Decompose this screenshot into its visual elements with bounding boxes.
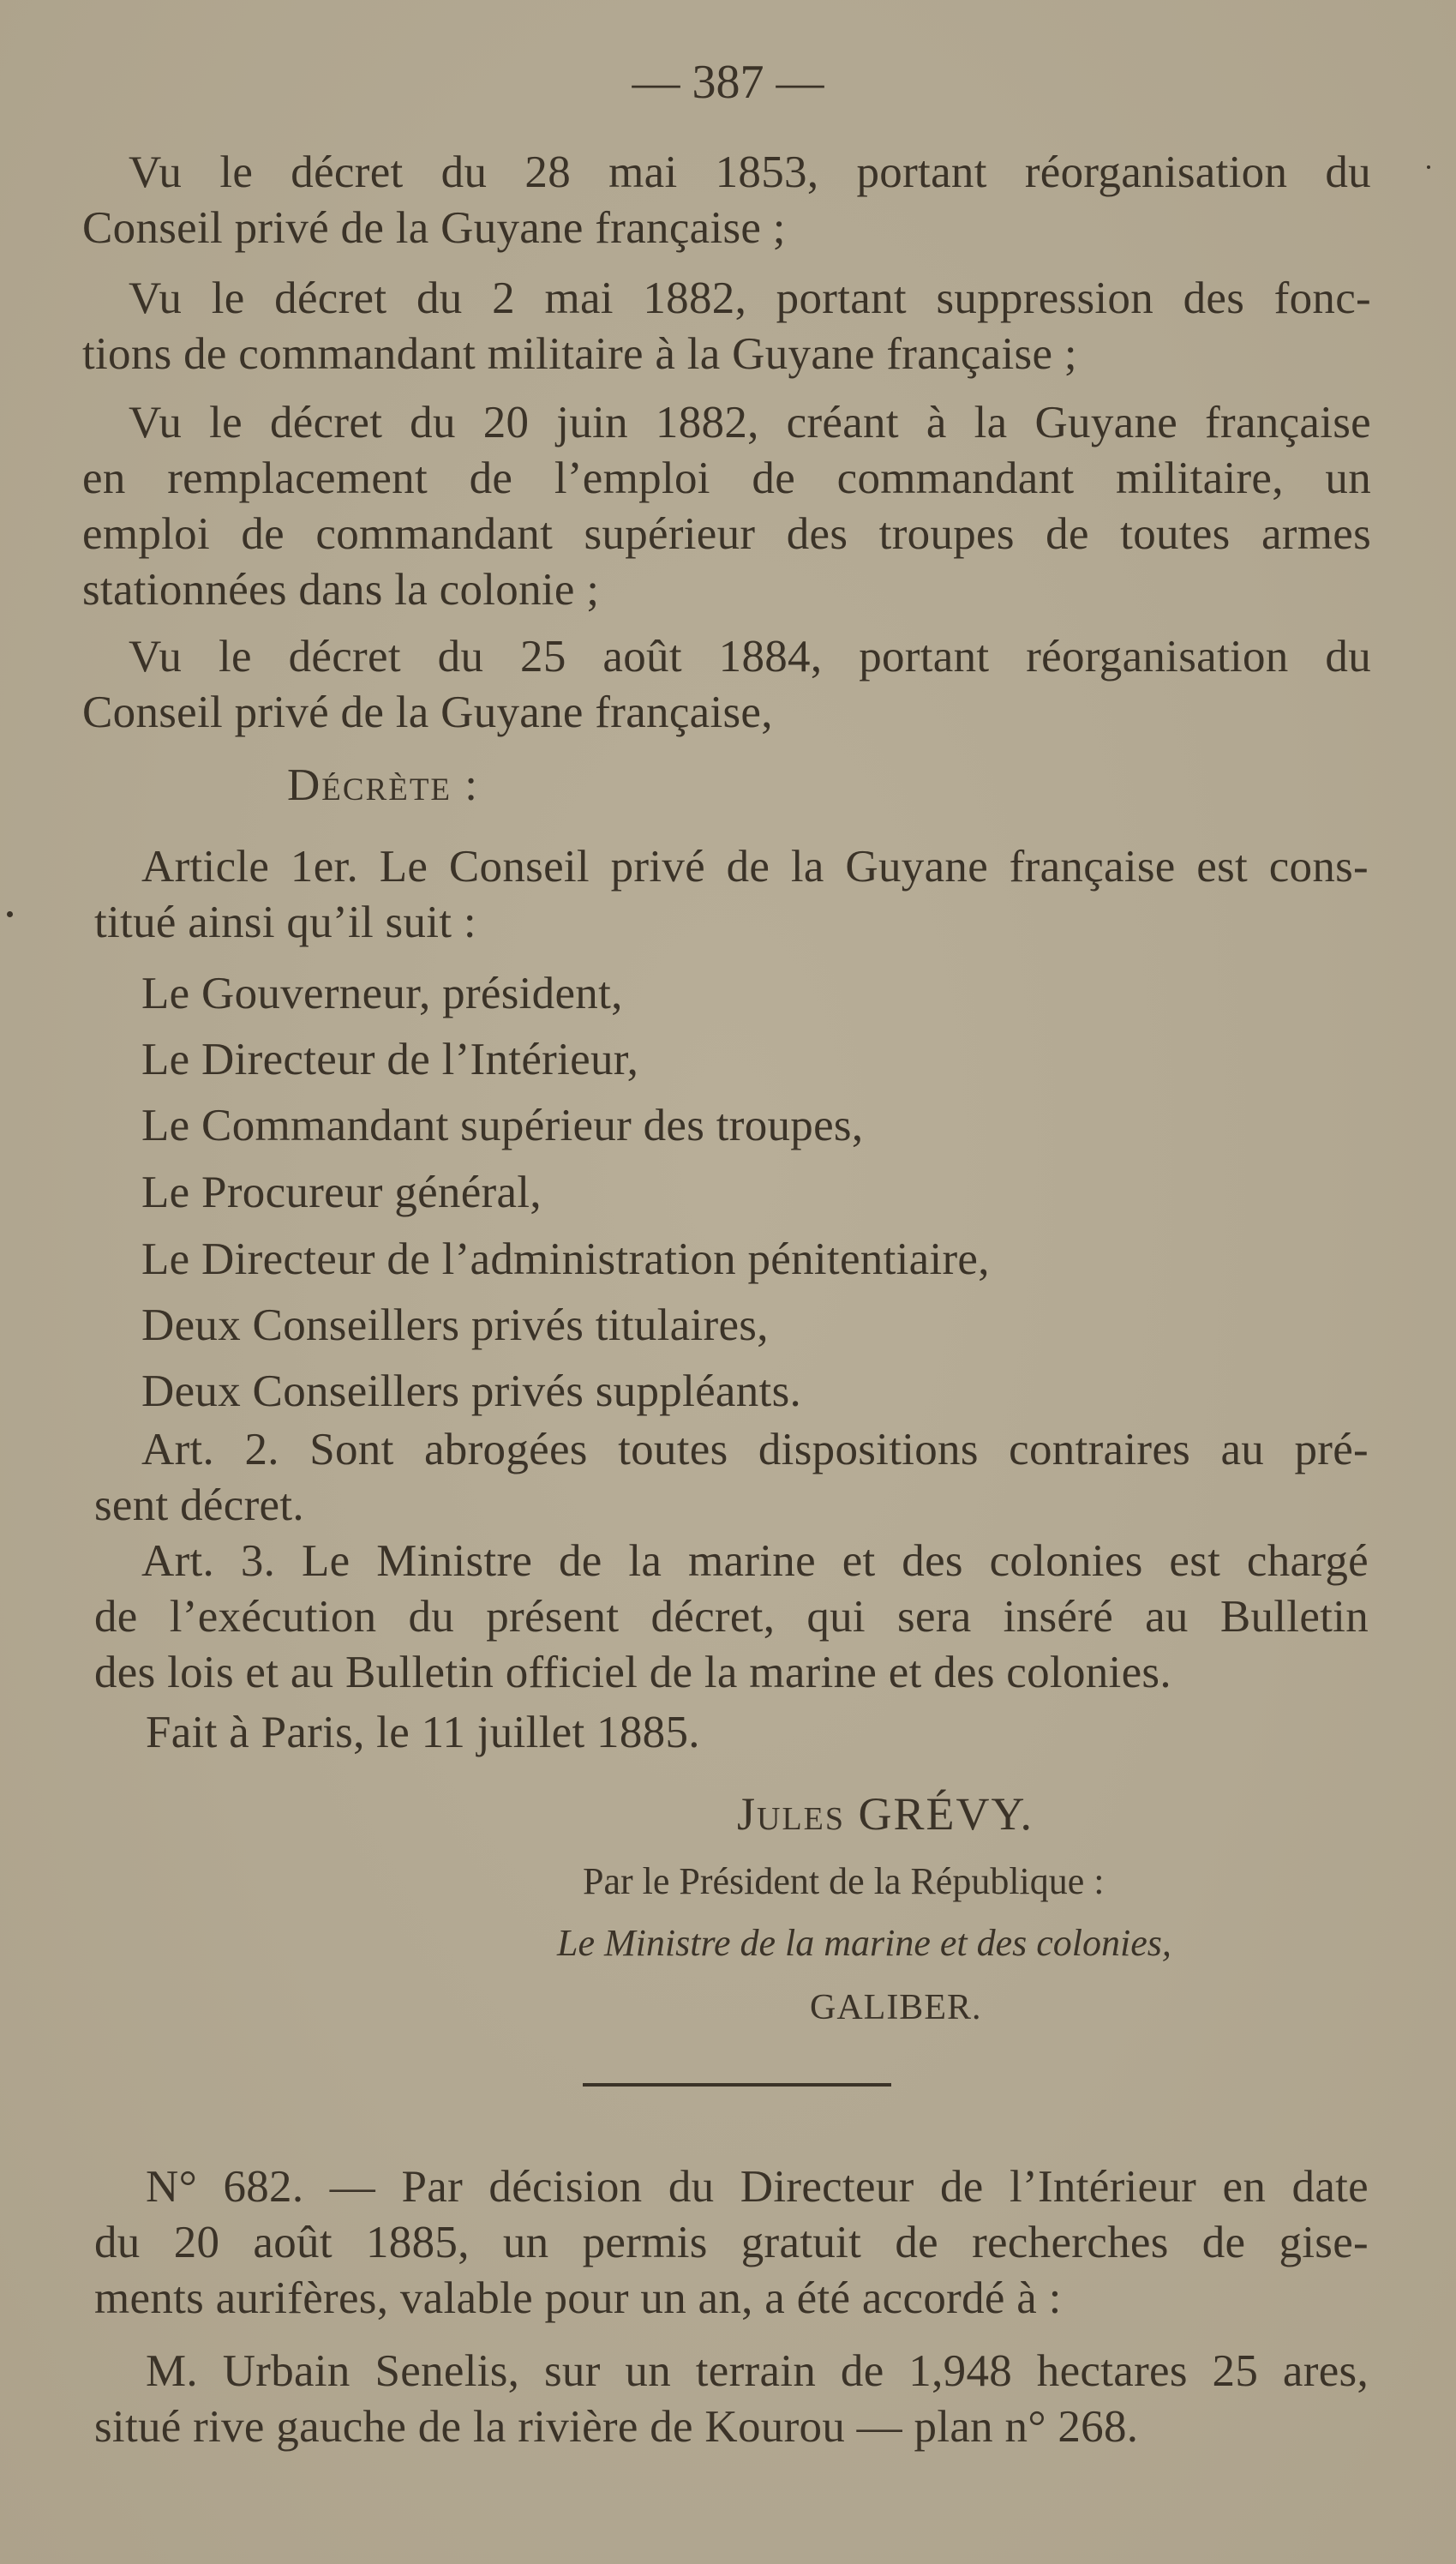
member-directeur-administration: Le Directeur de l’administration pénitentiaire, [141,1234,990,1284]
page-number: — 387 — [632,56,824,109]
signature-president: Jules GRÉVY. [737,1788,1034,1840]
vu-decret-juin-1882-line-4: stationnées dans la colonie ; [82,565,600,615]
section-divider [583,2083,891,2087]
member-commandant: Le Commandant supérieur des troupes, [141,1101,864,1150]
vu-decret-1853-line-2: Conseil privé de la Guyane française ; [82,203,786,253]
notice-682-line-1: N° 682. — Par décision du Directeur de l’Intérieur en date [146,2162,1369,2212]
article-2-line-2: sent décret. [94,1480,304,1530]
signature-ministre-name: GALIBER. [810,1988,982,2027]
member-conseillers-titulaires: Deux Conseillers privés titulaires, [141,1300,769,1350]
vu-decret-1882-line-2: tions de commandant militaire à la Guyane française ; [82,329,1077,379]
article-1-line-1: Article 1er. Le Conseil privé de la Guyane française est cons- [141,842,1369,892]
vu-decret-1884-line-2: Conseil privé de la Guyane française, [82,688,773,737]
scan-speck [1427,165,1430,169]
member-conseillers-suppleants: Deux Conseillers privés suppléants. [141,1366,802,1416]
signature-par-le-president: Par le Président de la République : [583,1860,1105,1902]
decrete-heading: Décrète : [287,760,480,810]
vu-decret-juin-1882-line-1: Vu le décret du 20 juin 1882, créant à la Guyane française [129,398,1371,447]
member-procureur: Le Procureur général, [141,1168,542,1217]
notice-682-line-2: du 20 août 1885, un permis gratuit de recherches de gise- [94,2218,1369,2267]
member-gouverneur: Le Gouverneur, président, [141,969,623,1018]
vu-decret-juin-1882-line-2: en remplacement de l’emploi de commandant militaire, un [82,453,1371,503]
notice-682-line-3: ments aurifères, valable pour un an, a été accordé à : [94,2273,1062,2323]
article-1-line-2: titué ainsi qu’il suit : [94,898,476,947]
article-3-line-2: de l’exécution du présent décret, qui sera inséré au Bulletin [94,1592,1369,1642]
notice-682-line-4: M. Urbain Senelis, sur un terrain de 1,948 hectares 25 ares, [146,2346,1369,2396]
notice-682-line-5: situé rive gauche de la rivière de Kourou — plan n° 268. [94,2402,1139,2452]
article-3-line-1: Art. 3. Le Ministre de la marine et des colonies est chargé [141,1536,1369,1586]
member-directeur-interieur: Le Directeur de l’Intérieur, [141,1035,639,1084]
vu-decret-juin-1882-line-3: emploi de commandant supérieur des troupes de toutes armes [82,509,1371,559]
vu-decret-1882-line-1: Vu le décret du 2 mai 1882, portant suppression des fonc- [129,273,1371,323]
vu-decret-1884-line-1: Vu le décret du 25 août 1884, portant réorganisation du [129,632,1371,682]
article-3-line-3: des lois et au Bulletin officiel de la marine et des colonies. [94,1648,1171,1697]
vu-decret-1853-line-1: Vu le décret du 28 mai 1853, portant réorganisation du [129,147,1371,197]
fait-a-paris: Fait à Paris, le 11 juillet 1885. [146,1708,700,1757]
article-2-line-1: Art. 2. Sont abrogées toutes dispositions contraires au pré- [141,1425,1369,1474]
signature-ministre-title: Le Ministre de la marine et des colonies, [557,1922,1171,1964]
scan-speck [7,911,13,917]
